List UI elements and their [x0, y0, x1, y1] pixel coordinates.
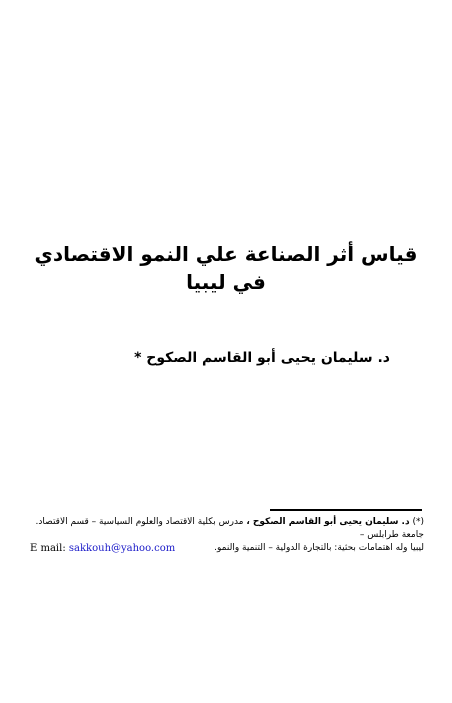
footnote-affiliation: مدرس بكلية الاقتصاد والعلوم السياسية – قسم الاقتصاد. جامعة طرابلس –: [35, 517, 424, 540]
footnote-line-2: ليبيا وله اهتمامات بحثية: بالتجارة الدولية – التنمية والنمو.: [214, 543, 424, 553]
footnote-marker: (*): [412, 517, 424, 527]
email-label: E mail:: [30, 543, 66, 554]
author-line: د. سليمان يحيى أبو القاسم الصكوح *: [134, 350, 390, 366]
paper-title: قياس أثر الصناعة علي النمو الاقتصادي في ليبيا: [34, 242, 418, 294]
footnote-author-name: د. سليمان يحيى أبو القاسم الصكوح ،: [246, 517, 410, 527]
footnote-line-1: [30, 516, 424, 542]
email-line: [30, 542, 175, 555]
footnote-separator: [270, 509, 422, 511]
email-link[interactable]: sakkouh@yahoo.com: [68, 543, 176, 554]
